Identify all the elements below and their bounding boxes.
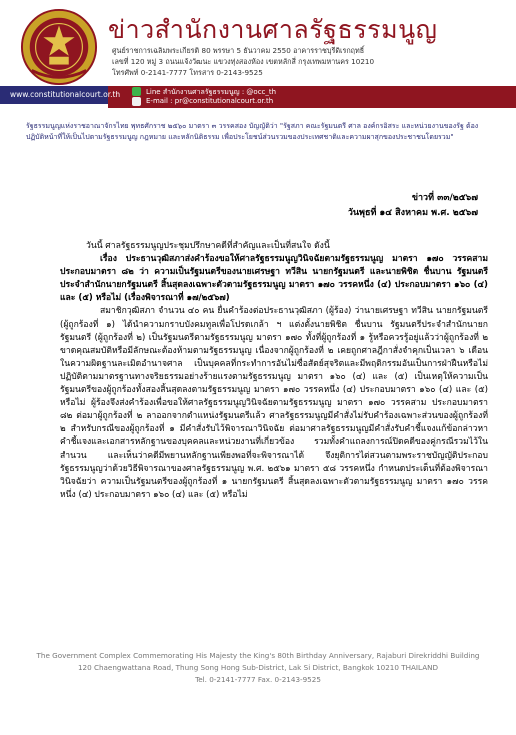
website-link[interactable]: www.constitutionalcourt.or.th <box>10 90 121 99</box>
phone-fax-line: โทรศัพท์ 0-2141-7777 โทรสาร 0-2143-9525 <box>112 68 263 77</box>
line-account[interactable]: Line สำนักงานศาลรัฐธรรมนูญ : @occ_th <box>146 88 277 96</box>
footer-contact: Tel. 0-2141-7777 Fax. 0-2143-9525 <box>195 675 321 684</box>
constitution-quote: รัฐธรรมนูญแห่งราชอาณาจักรไทย พุทธศักราช ๒๕๖๐ มาตรา ๓ วรรคสอง บัญญัติว่า "รัฐสภา คณะรัฐมนตรี ศาล องค์กรอิสระ และหน่วยงานของรัฐ ต้องปฏิบัติหน้าที่ให้เป็นไปตามรัฐธรรมนูญ กฎหมาย และหลักนิติธรรม เพื่อประโยชน์ส่วนรวมของประเทศชาติและความผาสุกของประชาชนโดยรวม" <box>26 122 479 141</box>
line-app-icon <box>132 87 141 96</box>
email-icon <box>132 97 141 106</box>
footer-address-1: The Government Complex Commemorating His Majesty the King's 80th Birthday Anniversary, Rajaburi Direkriddhi Building <box>36 651 480 660</box>
address-line-1: ศูนย์ราชการเฉลิมพระเกียรติ 80 พรรษา 5 ธันวาคม 2550 อาคารราชบุรีดิเรกฤทธิ์ <box>112 46 365 55</box>
organization-title: ข่าวสำนักงานศาลรัฐธรรมนูญ <box>108 15 438 44</box>
letterhead <box>0 0 516 108</box>
email-link[interactable]: E-mail : pr@constitutionalcourt.or.th <box>146 97 274 105</box>
address-line-2: เลขที่ 120 หมู่ 3 ถนนแจ้งวัฒนะ แขวงทุ่งสองห้อง เขตหลักสี่ กรุงเทพมหานคร 10210 <box>112 57 375 66</box>
intro-paragraph: วันนี้ ศาลรัฐธรรมนูญประชุมปรึกษาคดีที่สำคัญและเป็นที่สนใจ ดังนี้ <box>86 241 330 251</box>
news-body <box>60 240 488 502</box>
news-number: ข่าวที่ ๓๓/๒๕๖๗ <box>411 193 478 203</box>
footer <box>0 650 516 686</box>
court-seal-icon <box>20 8 98 86</box>
case-subject: เรื่อง ประธานวุฒิสภาส่งคำร้องขอให้ศาลรัฐธรรมนูญวินิจฉัยตามรัฐธรรมนูญ มาตรา ๑๗๐ วรรคสาม ประกอบมาตรา ๘๒ ว่า ความเป็นรัฐมนตรีของนายเศรษฐา ทวีสิน นายกรัฐมนตรี และนายพิชิต ชื่นบาน รัฐมนตรีประจำสำนักนายกรัฐมนตรี สิ้นสุดลงเฉพาะตัวตามรัฐธรรมนูญ มาตรา ๑๗๐ วรรคหนึ่ง (๔) ประกอบมาตรา ๑๖๐ (๔) และ (๕) หรือไม่ (เรื่องพิจารณาที่ ๑๗/๒๕๖๗) <box>60 254 488 304</box>
case-paragraph: สมาชิกวุฒิสภา จำนวน ๔๐ คน ยื่นคำร้องต่อประธานวุฒิสภา (ผู้ร้อง) ว่านายเศรษฐา ทวีสิน นายกรัฐมนตรี (ผู้ถูกร้องที่ ๑) ได้นำความกราบบังคมทูลเพื่อโปรดเกล้า ฯ แต่งตั้งนายพิชิต ชื่นบาน รัฐมนตรีประจำสำนักนายกรัฐมนตรี (ผู้ถูกร้องที่ ๒) เป็นรัฐมนตรีตามรัฐธรรมนูญ มาตรา ๑๗๐ ทั้งที่ผู้ถูกร้องที่ ๑ รู้หรือควรรู้อยู่แล้วว่าผู้ถูกร้องที่ ๒ ขาดคุณสมบัติหรือมีลักษณะต้องห้ามตามรัฐธรรมนูญ เนื่องจากผู้ถูกร้องที่ ๒ เคยถูกศาลฎีกาสั่งจำคุกเป็นเวลา ๖ เดือน ในความผิดฐานละเมิดอำนาจศาล เป็นบุคคลที่กระทำการอันไม่ซื่อสัตย์สุจริตและมีพฤติกรรมอันเป็นการฝ่าฝืนหรือไม่ปฏิบัติตามมาตรฐานทางจริยธรรมอย่างร้ายแรงตามรัฐธรรมนูญ มาตรา ๑๖๐ (๔) และ (๕) เป็นเหตุให้ความเป็นรัฐมนตรีของผู้ถูกร้องทั้งสองสิ้นสุดลงตามรัฐธรรมนูญ มาตรา ๑๗๐ วรรคหนึ่ง (๔) ประกอบมาตรา ๑๖๐ (๔) และ (๕) หรือไม่ ผู้ร้องจึงส่งคำร้องเพื่อขอให้ศาลรัฐธรรมนูญวินิจฉัยตามรัฐธรรมนูญ มาตรา ๑๗๐ วรรคสาม ประกอบมาตรา ๘๒ ต่อมาผู้ถูกร้องที่ ๒ ลาออกจากตำแหน่งรัฐมนตรีแล้ว ศาลรัฐธรรมนูญมีคำสั่งไม่รับคำร้องเฉพาะส่วนของผู้ถูกร้องที่ ๒ สำหรับกรณีของผู้ถูกร้องที่ ๑ มีคำสั่งรับไว้พิจารณาวินิจฉัย ต่อมาศาลรัฐธรรมนูญมีคำสั่งรับคำชี้แจงแก้ข้อกล่าวหา คำชี้แจงและเอกสารหลักฐานของบุคคลและหน่วยงานที่เกี่ยวข้อง รวมทั้งคำแถลงการณ์ปิดคดีของคู่กรณีรวมไว้ในสำนวน และเห็นว่าคดีมีพยานหลักฐานเพียงพอที่จะพิจารณาได้ จึงยุติการไต่สวนตามพระราชบัญญัติประกอบรัฐธรรมนูญว่าด้วยวิธีพิจารณาของศาลรัฐธรรมนูญ พ.ศ. ๒๕๖๑ มาตรา ๕๘ วรรคหนึ่ง กำหนดประเด็นที่ต้องพิจารณาวินิจฉัยว่า ความเป็นรัฐมนตรีของผู้ถูกร้องที่ ๑ นายกรัฐมนตรี สิ้นสุดลงเฉพาะตัวตามรัฐธรรมนูญ มาตรา ๑๗๐ วรรคหนึ่ง (๔) ประกอบมาตรา ๑๖๐ (๔) และ (๕) หรือไม่ <box>60 306 488 500</box>
footer-address-2: 120 Chaengwattana Road, Thung Song Hong Sub-District, Lak Si District, Bangkok 10210 THAILAND <box>77 663 439 672</box>
news-date: วันพุธที่ ๑๔ สิงหาคม พ.ศ. ๒๕๖๗ <box>347 208 478 218</box>
